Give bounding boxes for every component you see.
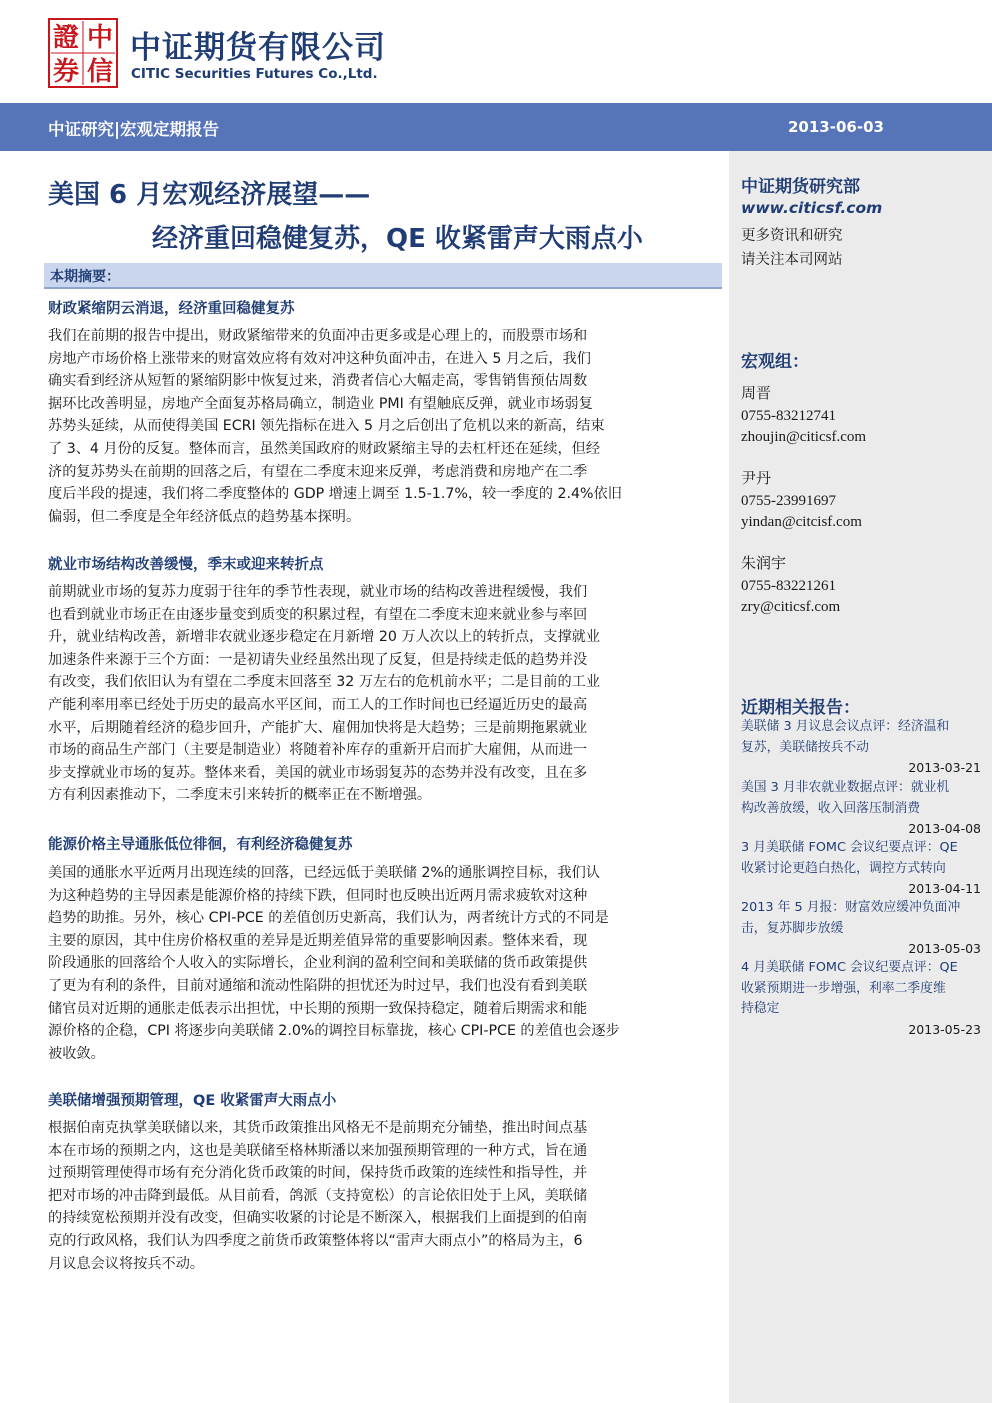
text-line: 为这种趋势的主导因素是能源价格的持续下跌，但同时也反映出近两月需求疲软对这种 bbox=[48, 887, 588, 904]
related-report-item[interactable] bbox=[741, 898, 983, 939]
related-report-date: 2013-05-03 bbox=[908, 941, 981, 956]
logo-char-4: 信 bbox=[86, 57, 114, 87]
summary-label: 本期摘要： bbox=[50, 269, 120, 285]
research-dept-name: 中证期货研究部 bbox=[741, 177, 860, 197]
analyst-phone: 0755-83212741 bbox=[741, 407, 836, 424]
text-line: 苏势头延续，从而使得美国 ECRI 领先指标在进入 5 月之后创出了危机以来的新高，结束 bbox=[48, 418, 605, 435]
text-line: 阶段通胀的回落给个人收入的实际增长，企业利润的盈利空间和美联储的货币政策提供 bbox=[48, 955, 588, 972]
related-report-title-line: 收紧预期进一步增强，利率二季度维 bbox=[741, 980, 946, 996]
text-line: 了 3、4 月份的反复。整体而言，虽然美国政府的财政紧缩主导的去杠杆还在延续，但经 bbox=[48, 440, 601, 457]
logo-char-3: 券 bbox=[52, 57, 80, 87]
report-date: 2013-06-03 bbox=[788, 118, 884, 136]
text-line: 产能利率用率已经处于历史的最高水平区间，而工人的工作时间也已经逼近历史的最高 bbox=[48, 696, 588, 713]
text-line: 储官员对近期的通胀走低表示出担忧，中长期的预期一致保持稳定，随着后期需求和能 bbox=[48, 1000, 588, 1017]
text-line: 我们在前期的报告中提出，财政紧缩带来的负面冲击更多或是心理上的，而股票市场和 bbox=[48, 328, 588, 344]
section-heading-1: 财政紧缩阴云消退，经济重回稳健复苏 bbox=[48, 301, 295, 317]
company-logo bbox=[48, 18, 118, 88]
related-report-title-line: 美国 3 月非农就业数据点评：就业机 bbox=[741, 780, 950, 795]
report-title-line-2: 经济重回稳健复苏，QE 收紧雷声大雨点小 bbox=[152, 224, 643, 254]
section-heading-4: 美联储增强预期管理，QE 收紧雷声大雨点小 bbox=[48, 1093, 337, 1109]
related-reports-title: 近期相关报告： bbox=[741, 698, 860, 718]
sidebar bbox=[729, 151, 992, 1403]
text-line: 有改变，我们依旧认为有望在二季度末回落至 32 万左右的危机前水平；二是目前的工业 bbox=[48, 674, 601, 691]
text-line: 过预期管理使得市场有充分消化货币政策的时间，保持货币政策的连续性和指导性，并 bbox=[48, 1165, 588, 1182]
analyst-name: 周晋 bbox=[741, 386, 772, 402]
text-line: 把对市场的冲击降到最低。从目前看，鸽派（支持宽松）的言论依旧处于上风，美联储 bbox=[48, 1187, 588, 1204]
text-line: 克的行政风格，我们认为四季度之前货币政策整体将以“雷声大雨点小”的格局为主，6 bbox=[48, 1232, 583, 1249]
text-line: 加速条件来源于三个方面：一是初请失业经虽然出现了反复，但是持续走低的趋势并没 bbox=[48, 651, 588, 668]
related-report-date: 2013-03-21 bbox=[908, 760, 981, 775]
text-line: 房地产市场价格上涨带来的财富效应将有效对冲这种负面冲击，在进入 5 月之后，我们 bbox=[48, 350, 591, 367]
text-line: 据环比改善明显，房地产全面复苏格局确立，制造业 PMI 有望触底反弹，就业市场弱复 bbox=[48, 395, 593, 412]
macro-group-title: 宏观组： bbox=[741, 352, 809, 372]
text-line: 本在市场的预期之内，这也是美联储至格林斯潘以来加强预期管理的一种方式，旨在通 bbox=[48, 1142, 588, 1159]
related-report-title-line: 持稳定 bbox=[741, 1001, 780, 1016]
logo-char-2: 中 bbox=[86, 23, 114, 53]
text-line: 偏弱，但二季度是全年经济低点的趋势基本探明。 bbox=[48, 508, 361, 525]
related-report-title-line: 2013 年 5 月报：财富效应缓冲负面冲 bbox=[741, 900, 961, 915]
analyst-email[interactable]: yindan@citcisf.com bbox=[741, 514, 862, 530]
section-body-4 bbox=[48, 1117, 720, 1275]
section-body-2 bbox=[48, 581, 720, 807]
section-heading-3: 能源价格主导通胀低位徘徊，有利经济稳健复苏 bbox=[48, 837, 353, 853]
text-line: 水平，后期随着经济的稳步回升，产能扩大、雇佣加快将是大趋势；三是前期拖累就业 bbox=[48, 719, 588, 736]
website-link[interactable]: www.citicsf.com bbox=[741, 199, 883, 217]
section-body-1 bbox=[48, 325, 720, 528]
related-report-item[interactable] bbox=[741, 838, 983, 879]
analyst-email[interactable]: zry@citicsf.com bbox=[741, 599, 841, 615]
related-report-item[interactable] bbox=[741, 958, 983, 1020]
summary-header-bar bbox=[44, 263, 722, 289]
text-line: 确实看到经济从短暂的紧缩阴影中恢复过来，消费者信心大幅走高，零售销售预估周数 bbox=[48, 373, 588, 390]
related-report-title-line: 4 月美联储 FOMC 会议纪要点评：QE bbox=[741, 960, 958, 975]
text-line: 前期就业市场的复苏力度弱于往年的季节性表现，就业市场的结构改善进程缓慢，我们 bbox=[48, 584, 588, 600]
related-report-title-line: 复苏，美联储按兵不动 bbox=[741, 739, 869, 755]
analyst-email[interactable]: zhoujin@citicsf.com bbox=[741, 429, 867, 445]
company-name-cn: 中证期货有限公司 bbox=[130, 30, 386, 66]
text-line: 被收敛。 bbox=[48, 1045, 105, 1062]
related-report-title-line: 美联储 3 月议息会议点评：经济温和 bbox=[741, 719, 950, 734]
related-report-title-line: 击，复苏脚步放缓 bbox=[741, 920, 844, 936]
text-line: 根据伯南克执掌美联储以来，其货币政策推出风格无不是前期充分铺垫，推出时间点基 bbox=[48, 1120, 588, 1136]
logo-mark-icon bbox=[48, 18, 118, 88]
text-line: 步支撑就业市场的复苏。整体来看，美国的就业市场弱复苏的态势并没有改变，且在多 bbox=[48, 764, 588, 781]
section-body-3 bbox=[48, 862, 720, 1065]
related-report-date: 2013-04-11 bbox=[908, 881, 981, 896]
text-line: 度后半段的提速，我们将二季度整体的 GDP 增速上调至 1.5-1.7%，较一季度的 2.4%依旧 bbox=[48, 486, 622, 503]
related-report-date: 2013-05-23 bbox=[908, 1022, 981, 1037]
text-line: 济的复苏势头在前期的回落之后，有望在二季度末迎来反弹，考虑消费和房地产在二季 bbox=[48, 463, 588, 480]
logo-char-1: 證 bbox=[52, 23, 80, 53]
related-report-title-line: 构改善放缓，收入回落压制消费 bbox=[741, 800, 921, 816]
related-report-title-line: 3 月美联储 FOMC 会议纪要点评：QE bbox=[741, 840, 958, 855]
text-line: 的持续宽松预期并没有改变，但确实收紧的讨论是不断深入，根据我们上面提到的伯南 bbox=[48, 1210, 588, 1227]
text-line: 月议息会议将按兵不动。 bbox=[48, 1255, 205, 1272]
related-report-item[interactable] bbox=[741, 717, 983, 758]
text-line: 主要的原因，其中住房价格权重的差异是近期差值异常的重要影响因素。整体来看，现 bbox=[48, 932, 588, 949]
section-heading-2: 就业市场结构改善缓慢，季末或迎来转折点 bbox=[48, 557, 324, 573]
analyst-card bbox=[741, 384, 981, 449]
text-line: 了更为有利的条件，目前对通缩和流动性陷阱的担忧还为时过早，我们也没有看到美联 bbox=[48, 977, 588, 994]
text-line: 源价格的企稳，CPI 将逐步向美联储 2.0%的调控目标靠拢，核心 CPI-PCE 的差值也会逐步 bbox=[48, 1023, 620, 1040]
text-line: 方有利因素推动下，二季度末引来转折的概率正在不断增强。 bbox=[48, 787, 432, 804]
analyst-card bbox=[741, 469, 981, 534]
related-report-title-line: 收紧讨论更趋白热化，调控方式转向 bbox=[741, 860, 946, 876]
more-info-line-2: 请关注本司网站 bbox=[741, 252, 843, 268]
analyst-name: 朱润宇 bbox=[741, 556, 787, 572]
report-category: 中证研究|宏观定期报告 bbox=[48, 120, 220, 139]
text-line: 美国的通胀水平近两月出现连续的回落，已经远低于美联储 2%的通胀调控目标，我们认 bbox=[48, 865, 600, 881]
analyst-name: 尹丹 bbox=[741, 471, 772, 487]
related-report-item[interactable] bbox=[741, 778, 983, 819]
text-line: 市场的商品生产部门（主要是制造业）将随着补库存的重新开启而扩大雇佣，从而进一 bbox=[48, 742, 588, 759]
text-line: 也看到就业市场正在由逐步量变到质变的积累过程，有望在二季度末迎来就业参与率回 bbox=[48, 606, 588, 623]
text-line: 升，就业结构改善，新增非农就业逐步稳定在月新增 20 万人次以上的转折点，支撑就业 bbox=[48, 629, 601, 646]
related-report-date: 2013-04-08 bbox=[908, 821, 981, 836]
company-name-en: CITIC Securities Futures Co.,Ltd. bbox=[131, 66, 378, 82]
text-line: 趋势的助推。另外，核心 CPI-PCE 的差值创历史新高，我们认为，两者统计方式的不同是 bbox=[48, 910, 609, 927]
report-title-line-1: 美国 6 月宏观经济展望—— bbox=[48, 180, 371, 210]
more-info-line-1: 更多资讯和研究 bbox=[741, 228, 843, 244]
analyst-card bbox=[741, 554, 981, 619]
analyst-phone: 0755-23991697 bbox=[741, 492, 836, 509]
analyst-phone: 0755-83221261 bbox=[741, 577, 836, 594]
